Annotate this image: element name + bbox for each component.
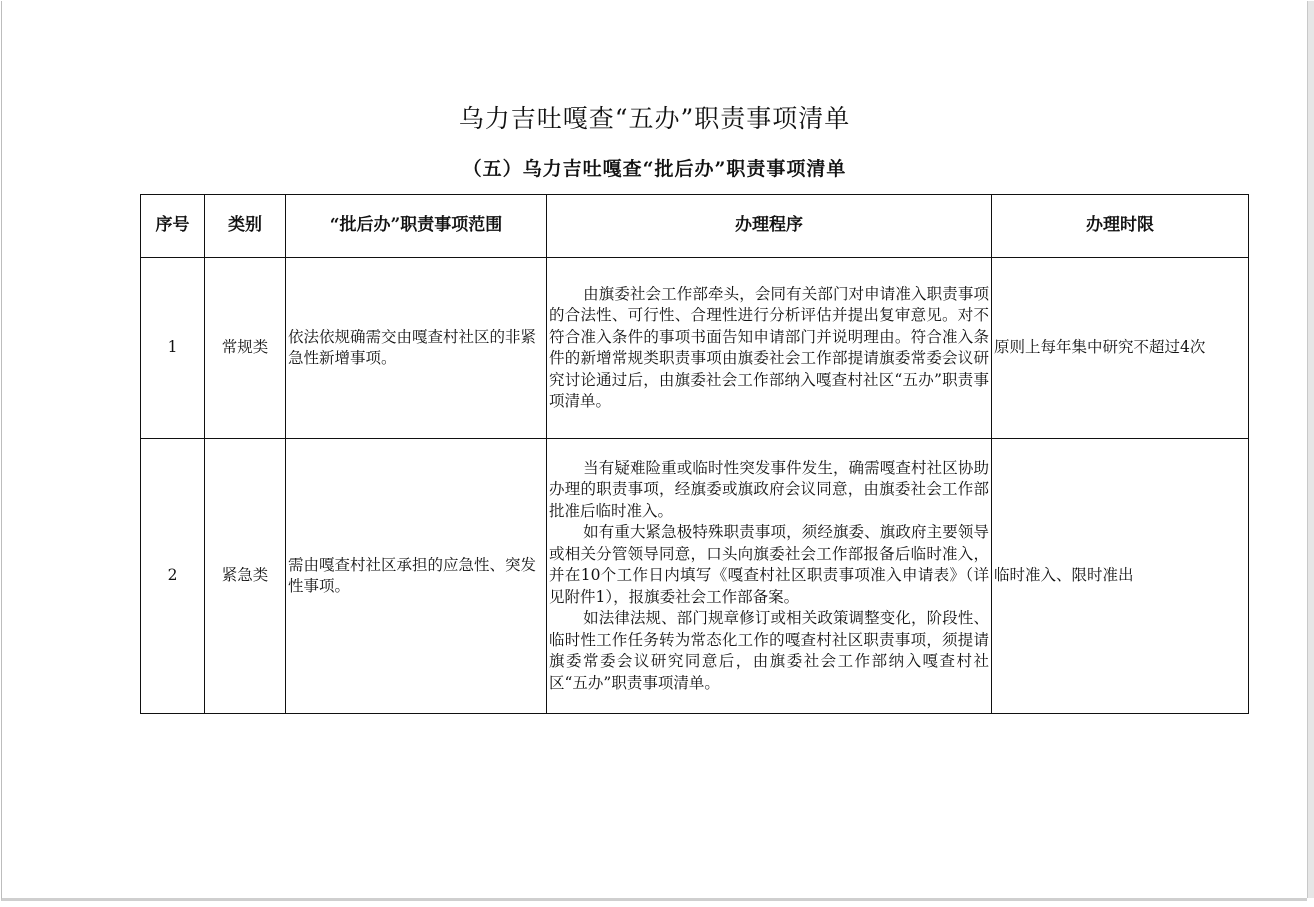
page-edge	[1307, 1, 1314, 898]
row-scope: 依法依规确需交由嘎查村社区的非紧急性新增事项。	[286, 258, 547, 439]
header-scope: “批后办”职责事项范围	[286, 195, 547, 258]
document-title: 乌力吉吐嘎查“五办”职责事项清单	[458, 104, 851, 133]
header-category: 类别	[205, 195, 286, 258]
procedure-paragraph: 当有疑难险重或临时性突发事件发生，确需嘎查村社区协助办理的职责事项，经旗委或旗政府会议同意，由旗委社会工作部批准后临时准入。	[549, 458, 989, 520]
row-time-limit: 临时准入、限时准出	[992, 439, 1249, 714]
procedure-paragraph: 由旗委社会工作部牵头，会同有关部门对申请准入职责事项的合法性、可行性、合理性进行分析评估并提出复审意见。对不符合准入条件的事项书面告知申请部门并说明理由。符合准入条件的新增常规类职责事项由旗委社会工作部提请旗委常委会议研究讨论通过后，由旗委社会工作部纳入嘎查村社区“五办”职责事项清单。	[549, 284, 989, 410]
header-time-limit: 办理时限	[992, 195, 1249, 258]
row-category: 常规类	[205, 258, 286, 439]
row-scope: 需由嘎查村社区承担的应急性、突发性事项。	[286, 439, 547, 714]
row-time-limit: 原则上每年集中研究不超过4次	[992, 258, 1249, 439]
duties-table	[140, 194, 1249, 714]
document-page	[1, 1, 1307, 901]
table-row	[141, 439, 1249, 714]
header-procedure: 办理程序	[547, 195, 992, 258]
row-procedure	[547, 439, 992, 714]
row-category: 紧急类	[205, 439, 286, 714]
document-subtitle: （五）乌力吉吐嘎查“批后办”职责事项清单	[462, 158, 847, 180]
table-header-row	[141, 195, 1249, 258]
table-row	[141, 258, 1249, 439]
header-no: 序号	[141, 195, 205, 258]
procedure-paragraph: 如法律法规、部门规章修订或相关政策调整变化，阶段性、临时性工作任务转为常态化工作的嘎查村社区职责事项，须提请旗委常委会议研究同意后，由旗委社会工作部纳入嘎查村社区“五办”职责事项清单。	[549, 609, 989, 692]
procedure-paragraph: 如有重大紧急极特殊职责事项，须经旗委、旗政府主要领导或相关分管领导同意，口头向旗委社会工作部报备后临时准入，并在10个工作日内填写《嘎查村社区职责事项准入申请表》（详见附件1），报旗委社会工作部备案。	[549, 523, 989, 606]
row-number: 1	[141, 258, 205, 439]
row-procedure	[547, 258, 992, 439]
row-number: 2	[141, 439, 205, 714]
